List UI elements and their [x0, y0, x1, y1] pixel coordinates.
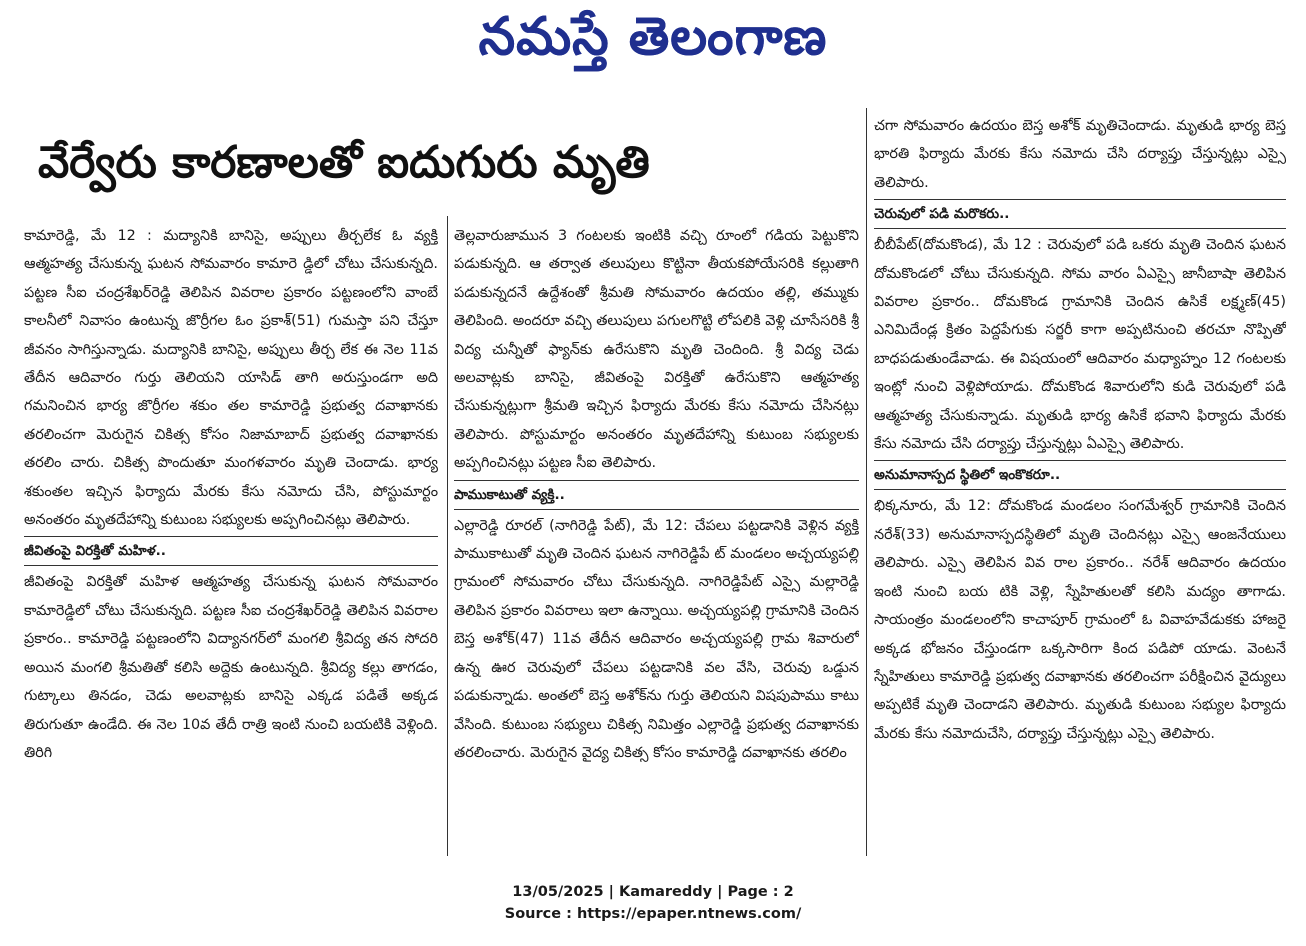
col3-paragraph-2: బీబీపేట్‌(దోమకొండ), మే 12 : చెరువులో పడి ఒకరు మృతి చెందిన ఘటన దోమకొండలో చోటు చేసుకున్నది. సోమ వారం ఏఎస్సై జానీబాషా తెలిపిన వివరాల ప్రకారం.. దోమకొండ గ్రామానికి చెందిన ఉసికే లక్ష్మణ్‌(45) ఎనిమిదేండ్ల క్రితం పెద్దపేగుకు సర్జరీ కాగా అప్పటినుంచి తరచూ నొప్పితో బాధపడుతుండేవాడు. ఈ విషయంలో ఆదివారం మధ్యాహ్నం 12 గంటలకు ఇంట్లో నుంచి వెళ్లిపోయాడు. దోమకొండ శివారులోని కుడి చెరువులో పడి ఆత్మహత్య చేసుకున్నాడు. మృతుడి భార్య ఉసికే భవాని ఫిర్యాదు మేరకు కేసు నమోదు చేసి దర్యాప్తు చేస్తున్నట్లు ఏఎస్సై తెలిపారు. [874, 237, 1286, 453]
column-3 [874, 112, 1286, 858]
column-2 [454, 222, 859, 858]
col1-paragraph-2: జీవితంపై విరక్తితో మహిళ ఆత్మహత్య చేసుకున్న ఘటన సోమవారం కామారెడ్డిలో చోటు చేసుకున్నది. పట్టణ సీఐ చంద్రశేఖర్‌రెడ్డి తెలిపిన వివరాల ప్రకారం.. కామారెడ్డి పట్టణంలోని విద్యానగర్‌లో మంగలి శ్రీవిద్య తన సోదరి అయిన మంగలి శ్రీమతితో కలిసి అద్దెకు ఉంటున్నది. శ్రీవిద్య కల్లు తాగడం, గుట్కాలు తినడం, చెడు అలవాట్లకు బానిసై ఎక్కడ పడితే అక్కడ తిరుగుతూ ఉండేది. ఈ నెల 10వ తేదీ రాత్రి ఇంటి నుంచి బయటికి వెళ్లింది. తిరిగి [24, 574, 438, 761]
col3-subhead-2: అనుమానాస్పద స్థితిలో ఇంకొకరూ.. [874, 467, 1061, 484]
section-rule [874, 228, 1286, 229]
footer-source: Source : https://epaper.ntnews.com/ [504, 906, 802, 922]
footer-dateline: 13/05/2025 | Kamareddy | Page : 2 [512, 884, 794, 900]
col2-paragraph-1: తెల్లవారుజామున 3 గంటలకు ఇంటికి వచ్చి రూంలో గడియ పెట్టుకొని పడుకున్నది. ఆ తర్వాత తలుపులు కొట్టినా తీయకపోయేసరికి కల్లుతాగి పడుకున్నదనే ఉద్దేశంతో శ్రీమతి సోమవారం ఉదయం తల్లి, తమ్ముకు తెలిపింది. అందరూ వచ్చి తలుపులు పగులగొట్టి లోపలికి వెళ్లి చూసేసరికి శ్రీ విద్య చున్నీతో ఫ్యాన్‌కు ఉరేసుకొని మృతి చెందింది. శ్రీ విద్య చెడు అలవాట్లకు బానిసై, జీవితంపై విరక్తితో ఉరేసుకొని ఆత్మహత్య చేసుకున్నట్లుగా శ్రీమతి ఇచ్చిన ఫిర్యాదు మేరకు కేసు నమోదు చేసినట్లు తెలిపారు. పోస్టుమార్టం అనంతరం మృతదేహాన్ని కుటుంబ సభ్యులకు అప్పగించినట్లు పట్టణ సీఐ తెలిపారు. [454, 228, 859, 472]
section-rule [24, 536, 438, 537]
newspaper-logo: నమస్తే తెలంగాణ [478, 7, 828, 67]
section-rule [874, 199, 1286, 200]
col1-subhead: జీవితంపై విరక్తితో మహిళ.. [24, 543, 166, 560]
masthead [0, 4, 1306, 74]
section-rule [454, 480, 859, 481]
col1-paragraph-1: కామారెడ్డి, మే 12 : మద్యానికి బానిసై, అప్పులు తీర్చలేక ఓ వ్యక్తి ఆత్మహత్య చేసుకున్న ఘటన సోమవారం కామారె డ్డిలో చోటు చేసుకున్నది. పట్టణ సీఐ చంద్రశేఖర్‌రెడ్డి తెలిపిన వివరాల ప్రకారం పట్టణంలోని వాంబే కాలనీలో నివాసం ఉంటున్న జొర్రీగల ఓం ప్రకాశ్‌(51) గుమస్తా పని చేస్తూ జీవనం సాగిస్తున్నాడు. మద్యానికి బానిసై, అప్పులు తీర్చ లేక ఈ నెల 11వ తేదీన ఆదివారం గుర్తు తెలియని యాసిడ్‌ తాగి అరుస్తుండగా అది గమనించిన భార్య జొర్రీగల శకుం తల కామారెడ్డి ప్రభుత్వ దవాఖానకు తరలించగా మెరుగైన చికిత్స కోసం నిజామాబాద్‌ ప్రభుత్వ దవాఖానకు తరలిం చారు. చికిత్స పొందుతూ మంగళవారం మృతి చెందాడు. భార్య శకుంతల ఇచ్చిన ఫిర్యాదు మేరకు కేసు నమోదు చేసి, పోస్టుమార్టం అనంతరం మృతదేహాన్ని కుటుంబ సభ్యులకు అప్పగించినట్లు తెలిపారు. [24, 228, 438, 529]
col3-subhead-1: చెరువులో పడి మరొకరు.. [874, 206, 1010, 223]
section-rule [874, 460, 1286, 461]
column-divider-right [866, 108, 867, 856]
section-rule [24, 565, 438, 566]
article-headline: వేర్వేరు కారణాలతో ఐదుగురు మృతి [38, 137, 650, 188]
section-rule [454, 509, 859, 510]
column-divider-left [447, 216, 448, 856]
col3-paragraph-3: భిక్కనూరు, మే 12: దోమకొండ మండలం సంగమేశ్వర్‌ గ్రామానికి చెందిన నరేశ్‌(33) అనుమానాస్పదస్థితిలో మృతి చెందినట్లు ఎస్సై ఆంజనేయులు తెలిపారు. ఎస్సై తెలిపిన వివ రాల ప్రకారం.. నరేశ్‌ ఆదివారం ఉదయం ఇంటి నుంచి బయ టికి వెళ్లి, స్నేహితులతో కలిసి మద్యం తాగాడు. సాయంత్రం మండలంలోని కాచాపూర్‌ గ్రామంలో ఓ వివాహవేడుకకు హాజరై అక్కడ భోజనం చేస్తుండగా ఒక్కసారిగా కింద పడిపో యాడు. వెంటనే స్నేహితులు కామారెడ్డి ప్రభుత్వ దవాఖానకు తరలించగా పరీక్షించిన వైద్యులు అప్పటికే మృతి చెందాడని తెలిపారు. మృతుడి కుటుంబ సభ్యుల ఫిర్యాదు మేరకు కేసు నమోదుచేసి, దర్యాప్తు చేస్తున్నట్లు ఎస్సై తెలిపారు. [874, 498, 1286, 742]
col2-paragraph-2: ఎల్లారెడ్డి రూరల్‌ (నాగిరెడ్డి పేట్‌), మే 12: చేపలు పట్టడానికి వెళ్లిన వ్యక్తి పాముకాటుతో మృతి చెందిన ఘటన నాగిరెడ్డిపే ట్‌ మండలం అచ్చయ్యపల్లి గ్రామంలో సోమవారం చోటు చేసుకున్నది. నాగిరెడ్డిపేట్‌ ఎస్సై మల్లారెడ్డి తెలిపిన ప్రకారం వివరాలు ఇలా ఉన్నాయి. అచ్చయ్యపల్లి గ్రామానికి చెందిన బెస్త అశోక్‌(47) 11వ తేదీన ఆదివారం అచ్చయ్యపల్లి గ్రామ శివారులో ఉన్న ఊర చెరువులో చేపలు పట్టడానికి వల వేసి, చెరువు ఒడ్డున పడుకున్నాడు. అంతలో బెస్త అశోక్‌ను గుర్తు తెలియని విషపుపాము కాటు వేసింది. కుటుంబ సభ్యులు చికిత్స నిమిత్తం ఎల్లారెడ్డి ప్రభుత్వ దవాఖానకు తరలించారు. మెరుగైన వైద్య చికిత్స కోసం కామారెడ్డి దవాఖానకు తరలిం [454, 517, 859, 761]
col3-paragraph-1: చగా సోమవారం ఉదయం బెస్త అశోక్‌ మృతిచెందాడు. మృతుడి భార్య బెస్త భారతి ఫిర్యాదు మేరకు కేసు నమోదు చేసి దర్యాప్తు చేస్తున్నట్లు ఎస్సై తెలిపారు. [874, 118, 1286, 191]
col2-subhead: పాముకాటుతో వ్యక్తి.. [454, 486, 565, 503]
section-rule [874, 489, 1286, 490]
column-1 [24, 222, 438, 858]
